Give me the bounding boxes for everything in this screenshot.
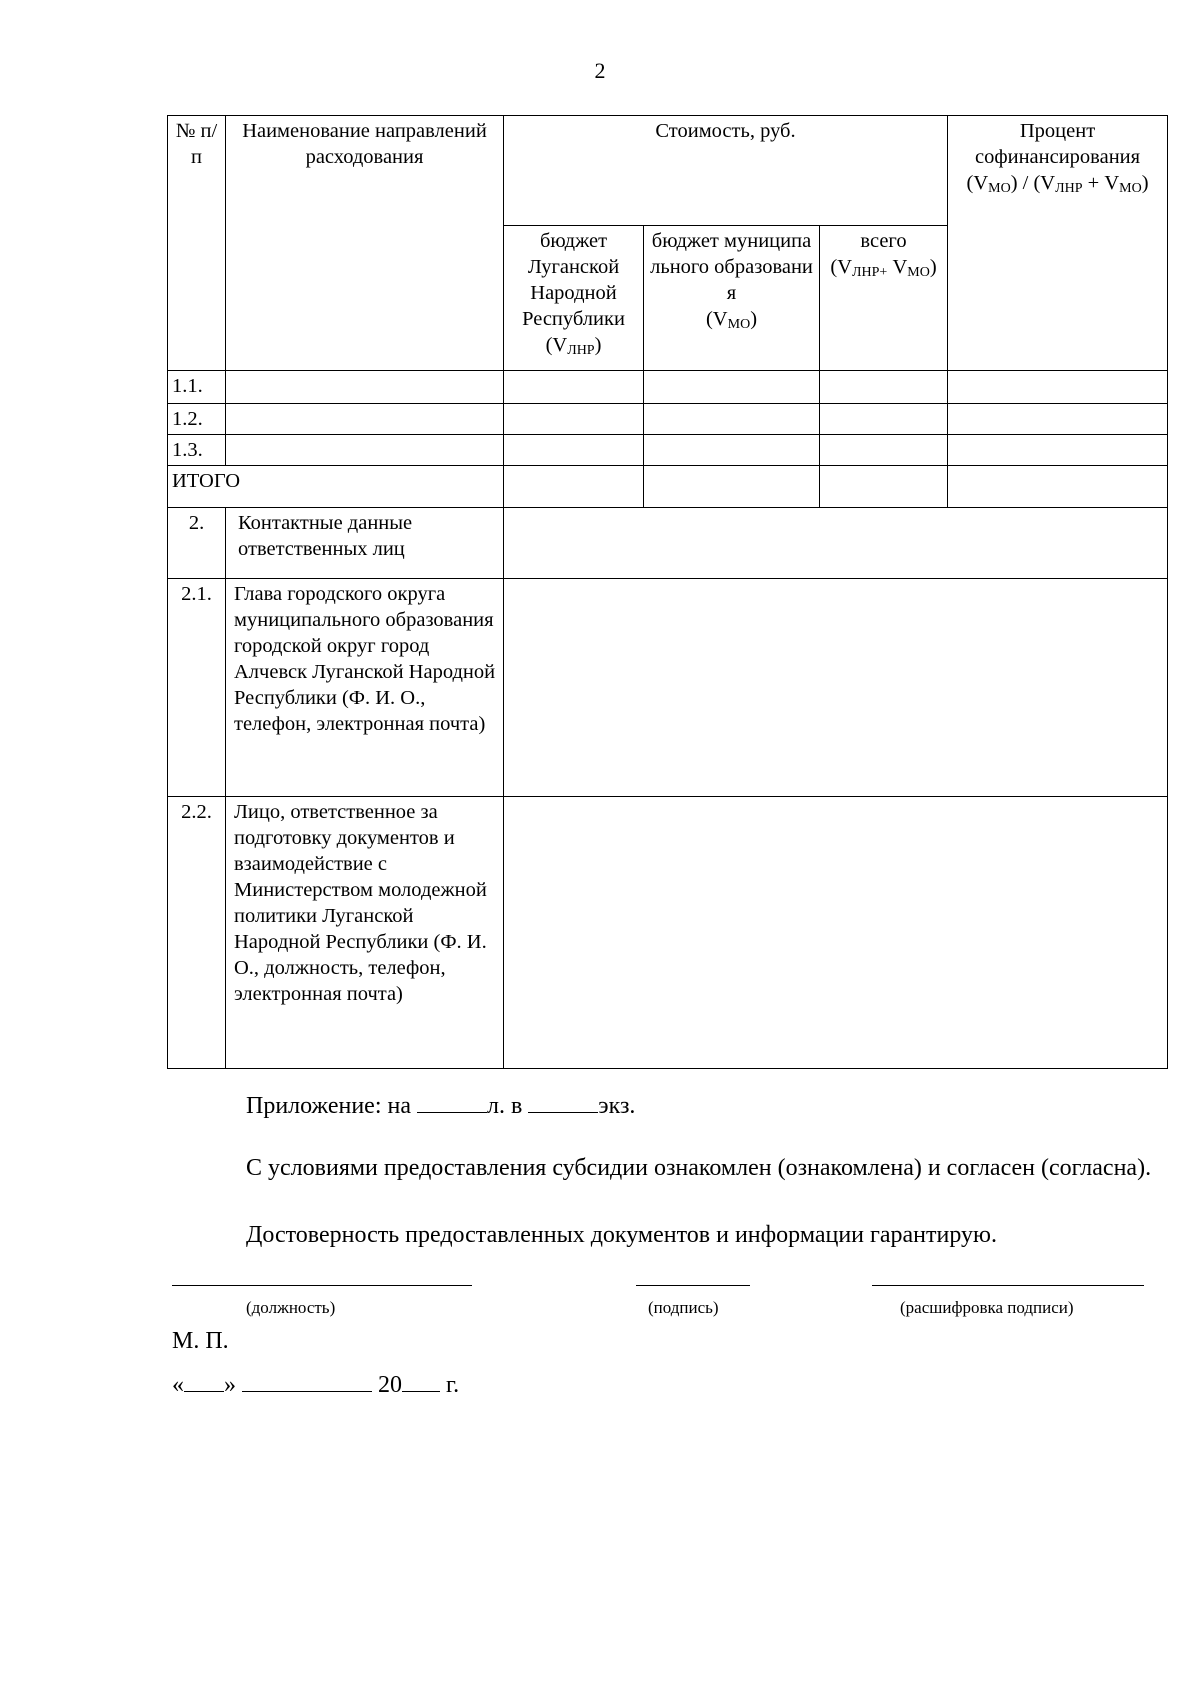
year-blank[interactable] <box>402 1369 440 1392</box>
row-percent-cell[interactable] <box>948 435 1168 466</box>
position-caption: (должность) <box>246 1298 336 1317</box>
section-2-row <box>168 508 1168 579</box>
section-2-label: Контактные данные ответственных лиц <box>226 508 504 579</box>
attachment-line: Приложение: на л. в экз. <box>246 1090 635 1120</box>
row-name-cell[interactable] <box>226 404 504 435</box>
row-2-2-num: 2.2. <box>168 797 226 1069</box>
section-2-num: 2. <box>168 508 226 579</box>
row-mo-cell[interactable] <box>644 371 820 404</box>
total-total-cell[interactable] <box>820 466 948 508</box>
signature-line[interactable] <box>636 1285 750 1286</box>
total-label: ИТОГО <box>168 466 504 508</box>
decoding-line[interactable] <box>872 1285 1144 1286</box>
row-lnr-cell[interactable] <box>504 404 644 435</box>
total-row <box>168 466 1168 508</box>
row-2-2-label: Лицо, ответственное за подготовку документов и взаимодействие с Министерством молодежной политики Луганской Народной Республики (Ф. И. О., должность, телефон, электронная почта) <box>226 797 504 1069</box>
row-mo-cell[interactable] <box>644 404 820 435</box>
stamp-place: М. П. <box>172 1328 229 1354</box>
day-blank[interactable] <box>184 1369 224 1392</box>
row-total-cell[interactable] <box>820 371 948 404</box>
row-percent-cell[interactable] <box>948 404 1168 435</box>
header-lnr-budget: бюджет Луганской Народной Республики $(V_{ЛНР})$ <box>504 226 644 371</box>
header-name: Наименование направлений расходования <box>226 116 504 371</box>
total-mo-cell[interactable] <box>644 466 820 508</box>
row-num: 1.3. <box>168 435 226 466</box>
row-2-1 <box>168 579 1168 797</box>
month-blank[interactable] <box>242 1369 372 1392</box>
header-total: всего ($V_{ЛНР+}$ $V_{МО}$) <box>820 226 948 371</box>
header-cost: Стоимость, руб. <box>504 116 948 226</box>
row-num: 1.1. <box>168 371 226 404</box>
row-2-2 <box>168 797 1168 1069</box>
agreement-text: С условиями предоставления субсидии ознакомлен (ознакомлена) и согласен (согласна). <box>246 1155 1152 1181</box>
section-2-value[interactable] <box>504 508 1168 579</box>
sheets-blank[interactable] <box>417 1090 487 1113</box>
row-total-cell[interactable] <box>820 404 948 435</box>
page-number: 2 <box>594 58 606 83</box>
table-row <box>168 435 1168 466</box>
row-total-cell[interactable] <box>820 435 948 466</box>
header-percent-label: Процент софинансирования <box>974 120 1141 168</box>
table-row <box>168 404 1168 435</box>
row-name-cell[interactable] <box>226 371 504 404</box>
signature-caption: (подпись) <box>648 1298 719 1317</box>
row-name-cell[interactable] <box>226 435 504 466</box>
row-2-1-value[interactable] <box>504 579 1168 797</box>
table-row <box>168 371 1168 404</box>
position-line[interactable] <box>172 1285 472 1286</box>
expenses-table <box>167 115 1168 1069</box>
total-lnr-cell[interactable] <box>504 466 644 508</box>
row-2-2-value[interactable] <box>504 797 1168 1069</box>
date-line: « » 20 г. <box>172 1369 459 1399</box>
total-percent-cell[interactable] <box>948 466 1168 508</box>
guarantee-text: Достоверность предоставленных документов и информации гарантирую. <box>246 1222 997 1248</box>
row-mo-cell[interactable] <box>644 435 820 466</box>
row-lnr-cell[interactable] <box>504 371 644 404</box>
row-2-1-label: Глава городского округа муниципального образования городской округ город Алчевск Луганской Народной Республики (Ф. И. О., телефон, электронная почта) <box>226 579 504 797</box>
row-2-1-num: 2.1. <box>168 579 226 797</box>
header-percent: Процент софинансирования $(V_{МО}) / (V_{ЛНР} + V_{МО})$ <box>948 116 1168 371</box>
header-num: № п/п <box>168 116 226 371</box>
row-lnr-cell[interactable] <box>504 435 644 466</box>
row-num: 1.2. <box>168 404 226 435</box>
copies-blank[interactable] <box>528 1090 598 1113</box>
row-percent-cell[interactable] <box>948 371 1168 404</box>
header-mo-budget: бюджет муниципального образования $(V_{МО})$ <box>644 226 820 371</box>
decoding-caption: (расшифровка подписи) <box>900 1298 1074 1317</box>
